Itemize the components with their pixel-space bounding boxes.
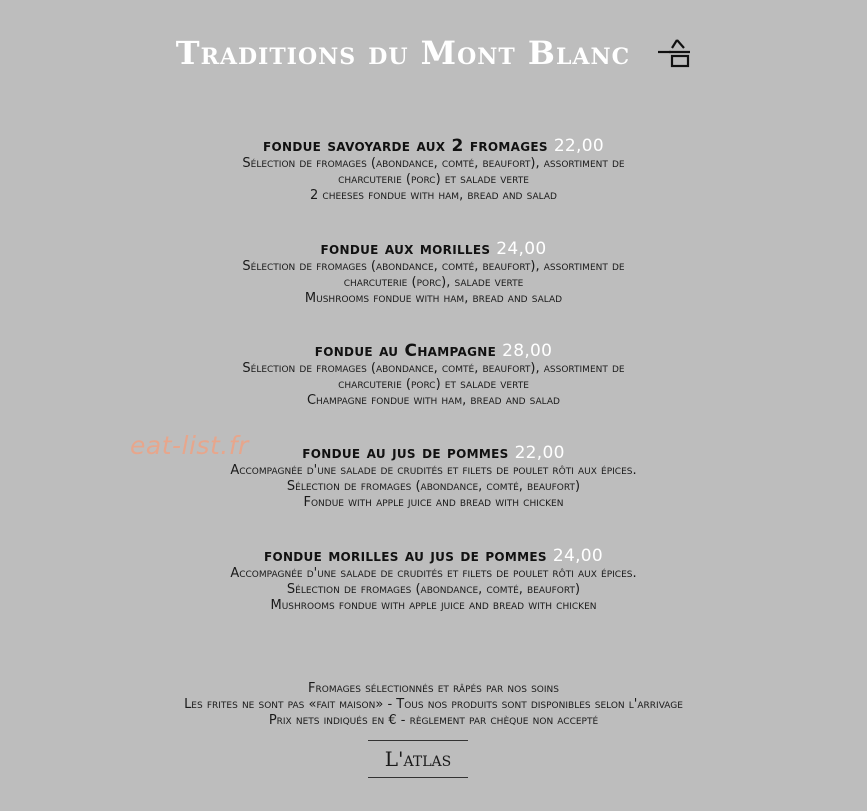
menu-item — [0, 546, 867, 614]
dish-name: fondue savoyarde aux 2 fromages — [263, 136, 548, 156]
dish-description: Sélection de fromages (abondance, comté, beaufort), assortiment de — [242, 259, 625, 274]
menu-item — [0, 239, 867, 307]
dish-description: Sélection de fromages (abondance, comté, beaufort) — [286, 582, 581, 597]
dish-price: 28,00 — [502, 341, 553, 361]
dish-description: charcuterie (porc), salade verte — [343, 275, 524, 290]
dish-name: fondue au jus de pommes — [302, 443, 509, 463]
footer-note: Les frites ne sont pas «fait maison» - Tous nos produits sont disponibles selon l'arrivage — [184, 697, 683, 712]
dish-description: Accompagnée d'une salade de crudités et filets de poulet rôti aux épices. — [230, 463, 637, 478]
dish-price: 24,00 — [552, 546, 604, 566]
menu-item-heading — [0, 546, 867, 566]
dish-translation: Fondue with apple juice and bread with chicken — [303, 495, 564, 510]
brand-name: L'atlas — [384, 747, 452, 771]
dish-name: fondue morilles au jus de pommes — [263, 546, 547, 566]
dish-description: charcuterie (porc) et salade verte — [338, 172, 529, 187]
dish-description: Sélection de fromages (abondance, comté, beaufort), assortiment de — [242, 361, 625, 376]
page-title: Traditions du Mont Blanc — [175, 34, 631, 72]
menu-item — [0, 443, 867, 511]
menu-item — [0, 341, 867, 409]
footer-note: Prix nets indiqués en € - règlement par chèque non accepté — [268, 713, 599, 728]
dish-translation: Champagne fondue with ham, bread and salad — [306, 393, 560, 408]
dish-name: fondue aux morilles — [320, 239, 491, 259]
menu-item-heading — [0, 341, 867, 361]
dish-price: 22,00 — [514, 443, 565, 463]
brand-block — [368, 740, 468, 778]
dish-translation: Mushrooms fondue with apple juice and bread with chicken — [270, 598, 597, 613]
divider — [368, 777, 468, 778]
menu-footer — [0, 681, 867, 729]
dish-description: charcuterie (porc) et salade verte — [338, 377, 529, 392]
dish-price: 22,00 — [553, 136, 604, 156]
dish-translation: 2 cheeses fondue with ham, bread and salad — [310, 188, 557, 203]
menu-item-heading — [0, 239, 867, 259]
dish-translation: Mushrooms fondue with ham, bread and salad — [304, 291, 563, 306]
footer-note: Fromages sélectionnés et râpés par nos soins — [308, 681, 559, 696]
menu-header — [0, 34, 867, 72]
watermark: eat-list.fr — [130, 431, 249, 460]
dish-description: Sélection de fromages (abondance, comté, beaufort), assortiment de — [242, 156, 625, 171]
brand-glyph-icon — [657, 38, 691, 68]
dish-price: 24,00 — [496, 239, 547, 259]
dish-name: fondue au Champagne — [314, 341, 497, 361]
menu-item-heading — [0, 136, 867, 156]
menu-item-heading — [0, 443, 867, 463]
menu-item — [0, 136, 867, 204]
dish-description: Sélection de fromages (abondance, comté, beaufort) — [286, 479, 581, 494]
dish-description: Accompagnée d'une salade de crudités et filets de poulet rôti aux épices. — [230, 566, 637, 581]
